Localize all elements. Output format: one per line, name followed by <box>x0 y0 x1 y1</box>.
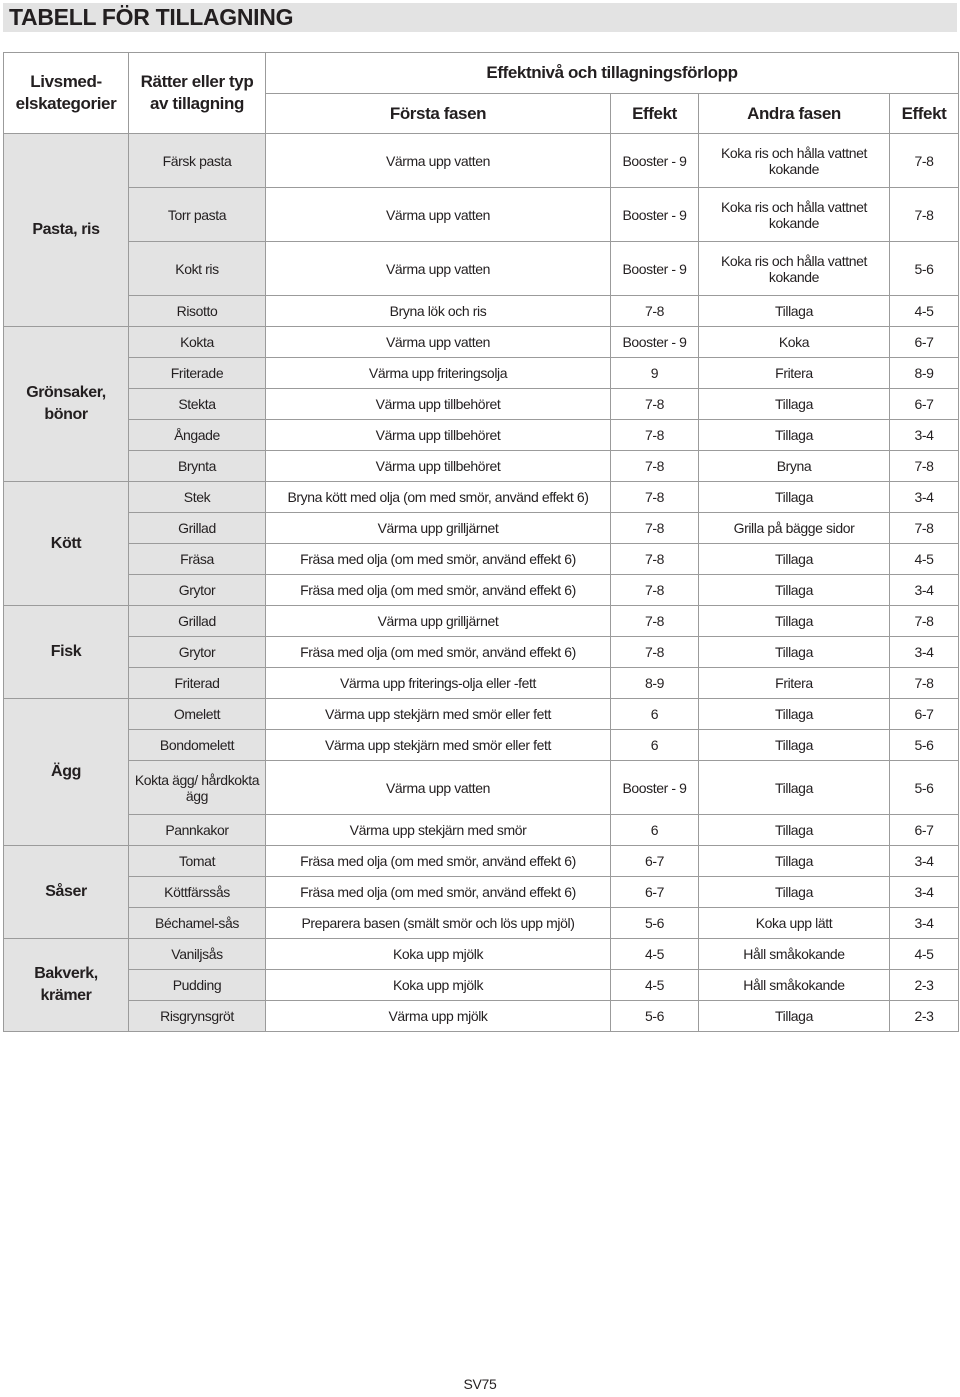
phase2-cell: Tillaga <box>699 420 890 451</box>
table-row <box>4 730 959 761</box>
phase2-cell: Tillaga <box>699 389 890 420</box>
dish-cell: Brynta <box>129 451 266 482</box>
power1-cell: 7-8 <box>611 451 699 482</box>
category-pasta: Pasta, ris <box>4 134 129 327</box>
power2-cell: 5-6 <box>890 730 959 761</box>
phase2-cell: Bryna <box>699 451 890 482</box>
table-row <box>4 815 959 846</box>
dish-cell: Grillad <box>129 513 266 544</box>
phase1-cell: Värma upp grilljärnet <box>266 606 611 637</box>
dish-cell: Grytor <box>129 575 266 606</box>
table-row <box>4 327 959 358</box>
dish-cell: Tomat <box>129 846 266 877</box>
phase1-cell: Värma upp grilljärnet <box>266 513 611 544</box>
phase1-cell: Fräsa med olja (om med smör, använd effekt 6) <box>266 846 611 877</box>
table-row <box>4 389 959 420</box>
category-fish: Fisk <box>4 606 129 699</box>
power2-cell: 6-7 <box>890 389 959 420</box>
header-dish: Rätter eller typ av tillagning <box>129 53 266 134</box>
dish-cell: Kokta <box>129 327 266 358</box>
table-row <box>4 908 959 939</box>
power1-cell: 7-8 <box>611 513 699 544</box>
table-row <box>4 970 959 1001</box>
table-row <box>4 188 959 242</box>
phase2-cell: Tillaga <box>699 606 890 637</box>
power1-cell: 6 <box>611 699 699 730</box>
power1-cell: Booster - 9 <box>611 188 699 242</box>
header-category: Livsmed-elskategorier <box>4 53 129 134</box>
phase1-cell: Värma upp vatten <box>266 761 611 815</box>
category-meat: Kött <box>4 482 129 606</box>
dish-cell: Stek <box>129 482 266 513</box>
table-row <box>4 699 959 730</box>
power2-cell: 7-8 <box>890 188 959 242</box>
phase1-cell: Fräsa med olja (om med smör, använd effekt 6) <box>266 544 611 575</box>
power2-cell: 5-6 <box>890 242 959 296</box>
power1-cell: 6-7 <box>611 877 699 908</box>
power1-cell: 7-8 <box>611 606 699 637</box>
dish-cell: Färsk pasta <box>129 134 266 188</box>
phase1-cell: Värma upp tillbehöret <box>266 389 611 420</box>
dish-cell: Köttfärssås <box>129 877 266 908</box>
phase2-cell: Koka upp lätt <box>699 908 890 939</box>
power2-cell: 4-5 <box>890 544 959 575</box>
power1-cell: 5-6 <box>611 908 699 939</box>
table-row <box>4 877 959 908</box>
phase2-cell: Tillaga <box>699 544 890 575</box>
power1-cell: 9 <box>611 358 699 389</box>
header-phase1: Första fasen <box>266 94 611 134</box>
power1-cell: 6 <box>611 730 699 761</box>
header-power2: Effekt <box>890 94 959 134</box>
power2-cell: 4-5 <box>890 296 959 327</box>
dish-cell: Risotto <box>129 296 266 327</box>
power2-cell: 7-8 <box>890 451 959 482</box>
phase1-cell: Fräsa med olja (om med smör, använd effekt 6) <box>266 877 611 908</box>
power2-cell: 3-4 <box>890 846 959 877</box>
phase1-cell: Värma upp stekjärn med smör eller fett <box>266 699 611 730</box>
phase1-cell: Värma upp stekjärn med smör <box>266 815 611 846</box>
phase1-cell: Värma upp vatten <box>266 242 611 296</box>
table-row <box>4 575 959 606</box>
phase1-cell: Värma upp friteringsolja <box>266 358 611 389</box>
phase1-cell: Värma upp mjölk <box>266 1001 611 1032</box>
table-row <box>4 513 959 544</box>
category-egg: Ägg <box>4 699 129 846</box>
dish-cell: Kokta ägg/ hårdkokta ägg <box>129 761 266 815</box>
power2-cell: 4-5 <box>890 939 959 970</box>
power1-cell: Booster - 9 <box>611 761 699 815</box>
power2-cell: 3-4 <box>890 575 959 606</box>
table-row <box>4 846 959 877</box>
phase2-cell: Tillaga <box>699 575 890 606</box>
dish-cell: Risgrynsgröt <box>129 1001 266 1032</box>
dish-cell: Fräsa <box>129 544 266 575</box>
power1-cell: 7-8 <box>611 296 699 327</box>
phase2-cell: Tillaga <box>699 699 890 730</box>
power1-cell: 7-8 <box>611 637 699 668</box>
dish-cell: Bondomelett <box>129 730 266 761</box>
table-row <box>4 668 959 699</box>
phase1-cell: Värma upp vatten <box>266 134 611 188</box>
dish-cell: Vaniljsås <box>129 939 266 970</box>
phase1-cell: Bryna lök och ris <box>266 296 611 327</box>
power1-cell: Booster - 9 <box>611 134 699 188</box>
power2-cell: 7-8 <box>890 134 959 188</box>
power2-cell: 3-4 <box>890 877 959 908</box>
table-row <box>4 606 959 637</box>
category-sauce: Såser <box>4 846 129 939</box>
power1-cell: 4-5 <box>611 970 699 1001</box>
page-title: TABELL FÖR TILLAGNING <box>9 4 294 30</box>
phase1-cell: Koka upp mjölk <box>266 970 611 1001</box>
power2-cell: 2-3 <box>890 970 959 1001</box>
power1-cell: 4-5 <box>611 939 699 970</box>
dish-cell: Pudding <box>129 970 266 1001</box>
dish-cell: Omelett <box>129 699 266 730</box>
dish-cell: Grytor <box>129 637 266 668</box>
phase2-cell: Koka ris och hålla vattnet kokande <box>699 242 890 296</box>
dish-cell: Kokt ris <box>129 242 266 296</box>
phase2-cell: Fritera <box>699 668 890 699</box>
power2-cell: 5-6 <box>890 761 959 815</box>
phase2-cell: Fritera <box>699 358 890 389</box>
phase2-cell: Tillaga <box>699 761 890 815</box>
header-power1: Effekt <box>611 94 699 134</box>
power2-cell: 3-4 <box>890 482 959 513</box>
power2-cell: 6-7 <box>890 327 959 358</box>
table-row <box>4 1001 959 1032</box>
phase2-cell: Koka <box>699 327 890 358</box>
power1-cell: 5-6 <box>611 1001 699 1032</box>
phase1-cell: Fräsa med olja (om med smör, använd effekt 6) <box>266 575 611 606</box>
title-bar <box>3 3 957 32</box>
table-row <box>4 544 959 575</box>
power2-cell: 6-7 <box>890 815 959 846</box>
power2-cell: 3-4 <box>890 420 959 451</box>
power2-cell: 6-7 <box>890 699 959 730</box>
phase2-cell: Tillaga <box>699 815 890 846</box>
power1-cell: 8-9 <box>611 668 699 699</box>
dish-cell: Friterad <box>129 668 266 699</box>
table-row <box>4 242 959 296</box>
power2-cell: 7-8 <box>890 668 959 699</box>
power2-cell: 8-9 <box>890 358 959 389</box>
table-row <box>4 420 959 451</box>
header-group: Effektnivå och tillagningsförlopp <box>266 53 959 94</box>
cooking-table <box>3 52 959 1032</box>
table-row <box>4 939 959 970</box>
dish-cell: Torr pasta <box>129 188 266 242</box>
phase2-cell: Tillaga <box>699 482 890 513</box>
power2-cell: 7-8 <box>890 513 959 544</box>
category-bake: Bakverk, krämer <box>4 939 129 1032</box>
table-row <box>4 482 959 513</box>
dish-cell: Friterade <box>129 358 266 389</box>
category-veg: Grönsaker, bönor <box>4 327 129 482</box>
table-row <box>4 296 959 327</box>
phase1-cell: Fräsa med olja (om med smör, använd effekt 6) <box>266 637 611 668</box>
phase1-cell: Värma upp tillbehöret <box>266 451 611 482</box>
table-row <box>4 451 959 482</box>
phase2-cell: Håll småkokande <box>699 970 890 1001</box>
power1-cell: 6-7 <box>611 846 699 877</box>
power2-cell: 3-4 <box>890 637 959 668</box>
phase2-cell: Grilla på bägge sidor <box>699 513 890 544</box>
phase2-cell: Koka ris och hålla vattnet kokande <box>699 134 890 188</box>
power1-cell: 6 <box>611 815 699 846</box>
power1-cell: 7-8 <box>611 575 699 606</box>
phase1-cell: Värma upp tillbehöret <box>266 420 611 451</box>
phase1-cell: Värma upp vatten <box>266 327 611 358</box>
dish-cell: Grillad <box>129 606 266 637</box>
phase1-cell: Preparera basen (smält smör och lös upp mjöl) <box>266 908 611 939</box>
phase1-cell: Bryna kött med olja (om med smör, använd effekt 6) <box>266 482 611 513</box>
dish-cell: Stekta <box>129 389 266 420</box>
table-row <box>4 134 959 188</box>
phase2-cell: Tillaga <box>699 877 890 908</box>
power1-cell: 7-8 <box>611 389 699 420</box>
page-number: SV75 <box>463 1376 497 1392</box>
phase2-cell: Tillaga <box>699 730 890 761</box>
dish-cell: Ångade <box>129 420 266 451</box>
table-row <box>4 358 959 389</box>
phase1-cell: Värma upp stekjärn med smör eller fett <box>266 730 611 761</box>
phase2-cell: Tillaga <box>699 1001 890 1032</box>
table-row <box>4 637 959 668</box>
phase2-cell: Tillaga <box>699 296 890 327</box>
power2-cell: 7-8 <box>890 606 959 637</box>
phase2-cell: Tillaga <box>699 846 890 877</box>
power1-cell: 7-8 <box>611 544 699 575</box>
phase2-cell: Håll småkokande <box>699 939 890 970</box>
power1-cell: 7-8 <box>611 482 699 513</box>
dish-cell: Béchamel-sås <box>129 908 266 939</box>
phase1-cell: Värma upp vatten <box>266 188 611 242</box>
dish-cell: Pannkakor <box>129 815 266 846</box>
header-phase2: Andra fasen <box>699 94 890 134</box>
power1-cell: Booster - 9 <box>611 327 699 358</box>
phase1-cell: Koka upp mjölk <box>266 939 611 970</box>
phase1-cell: Värma upp friterings-olja eller -fett <box>266 668 611 699</box>
power1-cell: 7-8 <box>611 420 699 451</box>
table-row <box>4 761 959 815</box>
power1-cell: Booster - 9 <box>611 242 699 296</box>
phase2-cell: Tillaga <box>699 637 890 668</box>
power2-cell: 2-3 <box>890 1001 959 1032</box>
phase2-cell: Koka ris och hålla vattnet kokande <box>699 188 890 242</box>
power2-cell: 3-4 <box>890 908 959 939</box>
